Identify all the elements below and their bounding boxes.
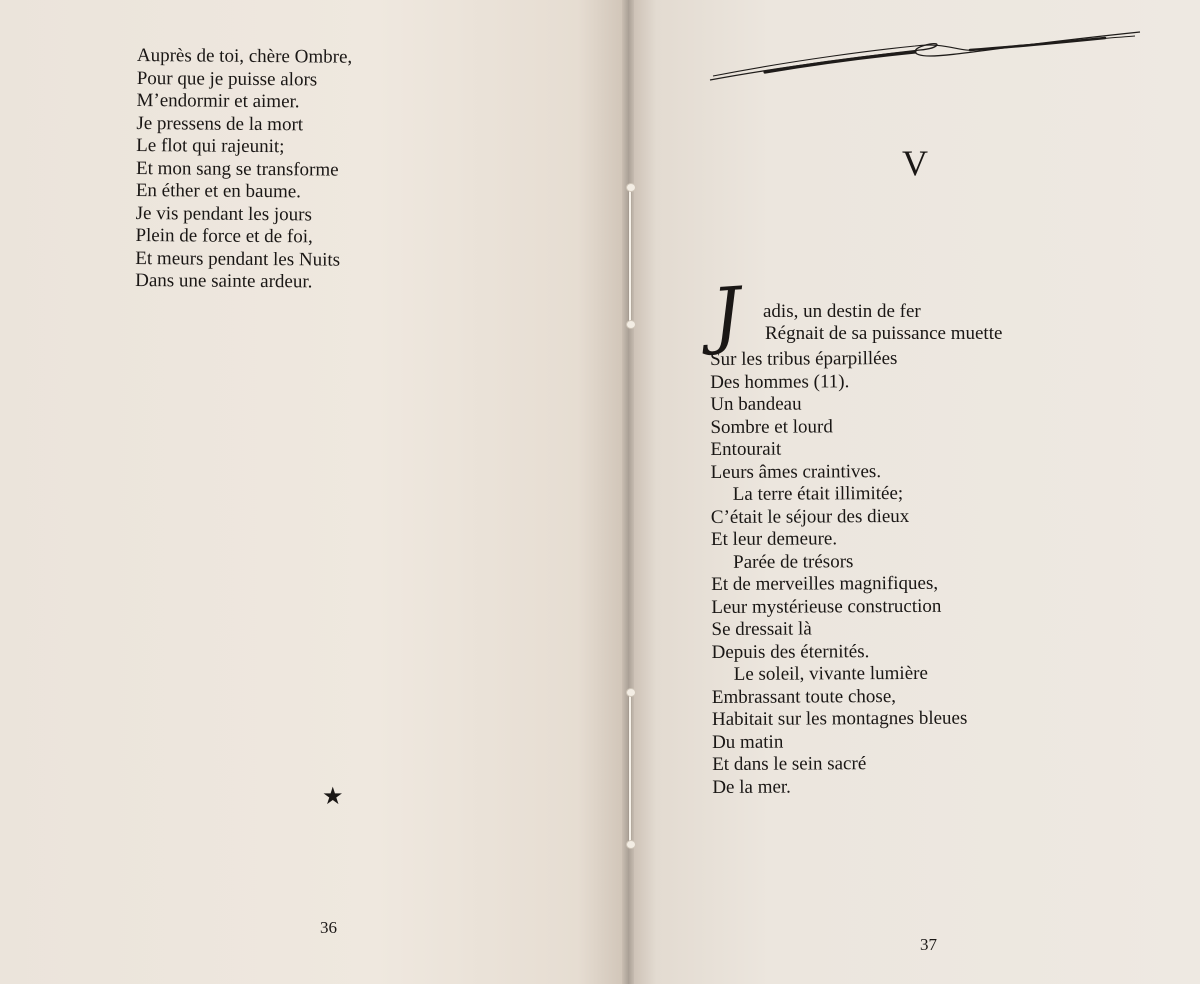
poem-line: Je vis pendant les jours [135,202,313,225]
poem-line: Dans une sainte ardeur. [135,269,313,293]
poem-line: Des hommes (11). [710,370,850,393]
page-number-left: 36 [320,918,337,937]
star-ornament: ★ [322,782,344,810]
poem-line: Le flot qui rajeunit; [136,134,285,158]
poem-line: Parée de trésors [733,550,854,573]
poem-line: Depuis des éternités. [711,640,870,663]
poem-line: Leurs âmes craintives. [710,460,882,483]
poem-line: Se dressait là [711,618,812,640]
book-gutter [622,0,634,984]
poem-line: Leur mystérieuse construction [711,595,942,618]
poem-line: Un bandeau [710,393,802,415]
binding-knot [626,688,636,697]
poem-line: Sur les tribus éparpillées [710,348,898,370]
decorative-flourish-rule [705,26,1145,86]
poem-line: Du matin [712,731,784,753]
poem-line: Et de merveilles magnifiques, [711,572,939,595]
poem-line: Je pressens de la mort [136,112,304,135]
poem-line: De la mer. [712,776,791,798]
page-number-right: 37 [920,935,937,954]
poem-line: La terre était illimitée; [732,482,904,505]
poem-line: Et leur demeure. [710,528,838,550]
poem-line: Et meurs pendant les Nuits [135,247,341,271]
binding-knot [626,840,636,849]
drop-cap: J [709,271,744,357]
left-poem-stanza [135,45,352,294]
poem-line: C’était le séjour des dieux [710,505,910,528]
poem-line: Entourait [710,438,782,460]
binding-thread-top [629,185,631,325]
poem-line: En éther et en baume. [135,179,302,203]
poem-line: Et mon sang se transforme [135,157,339,181]
chapter-numeral: V [902,143,929,183]
binding-knot [626,320,636,329]
binding-thread-bottom [629,690,631,845]
poem-line: Pour que je puisse alors [136,67,318,90]
poem-line: Auprès de toi, chère Ombre, [136,45,353,68]
poem-line: Sombre et lourd [710,415,833,438]
right-poem-text [710,348,968,799]
poem-line: Et dans le sein sacré [712,753,867,775]
poem-line: Embrassant toute chose, [711,685,897,708]
binding-knot [626,183,636,192]
poem-line: Habitait sur les montagnes bleues [711,707,968,730]
poem-line: Plein de force et de foi, [135,224,313,248]
poem-line: M’endormir et aimer. [136,89,300,113]
opening-line: adis, un destin de fer [763,301,921,322]
poem-line: Le soleil, vivante lumière [733,662,928,685]
opening-line: Régnait de sa puissance muette [765,323,1003,344]
